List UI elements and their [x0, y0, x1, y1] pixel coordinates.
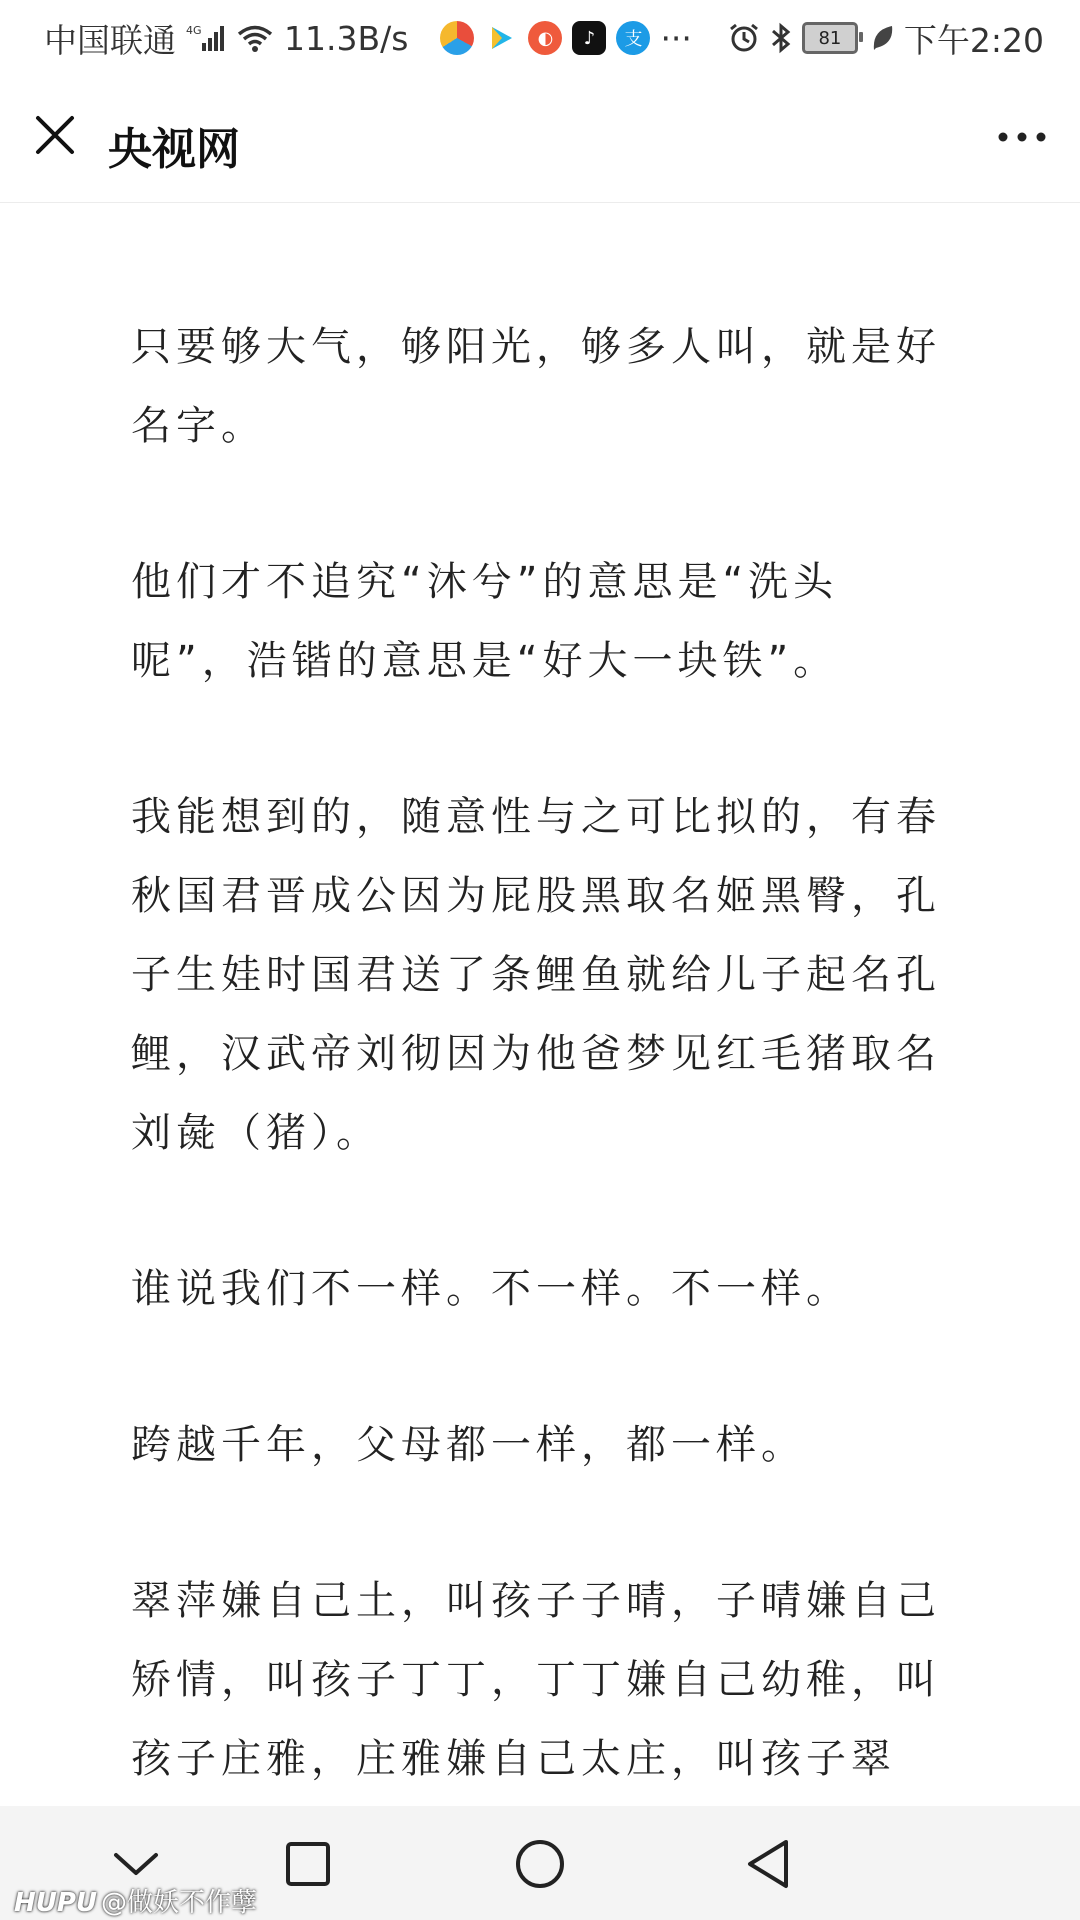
more-notifications-icon: ···: [660, 18, 692, 58]
article-paragraph: 跨越千年，父母都一样，都一样。: [131, 1422, 806, 1468]
news-icon: ◐: [528, 21, 562, 55]
triangle-back-icon: [744, 1838, 792, 1890]
back-button[interactable]: [738, 1834, 798, 1894]
watermark-user: @做妖不作孽: [101, 1888, 258, 1918]
network-type-label: 4G: [186, 24, 202, 37]
square-icon: [284, 1840, 332, 1888]
recent-apps-button[interactable]: [278, 1834, 338, 1894]
browser-icon: [440, 21, 474, 55]
leaf-icon: [870, 24, 894, 52]
article-paragraph: 翠萍嫌自己土，叫孩子子晴，子晴嫌自己矫情，叫孩子丁丁，丁丁嫌自己幼稚，叫孩子庄雅，庄雅嫌自己太庄，叫孩子翠: [131, 1578, 941, 1782]
watermark: [14, 1882, 257, 1919]
article-paragraph: 我能想到的，随意性与之可比拟的，有春秋国君晋成公因为屁股黑取名姬黑臀，孔子生娃时国君送了条鲤鱼就给儿子起名孔鲤，汉武帝刘彻因为他爸梦见红毛猪取名刘彘（猪）。: [131, 794, 941, 1156]
chevron-down-icon: [112, 1849, 160, 1879]
battery-icon: [802, 22, 858, 54]
tiktok-icon: ♪: [572, 21, 606, 55]
article-paragraph: 只要够大气，够阳光，够多人叫，就是好名字。: [131, 324, 941, 449]
alarm-icon: [728, 22, 760, 54]
article-paragraph: 谁说我们不一样。不一样。不一样。: [131, 1266, 851, 1312]
article-body: [131, 308, 951, 1808]
alipay-icon: 支: [616, 21, 650, 55]
close-icon: [35, 115, 75, 155]
clock: 下午2:20: [903, 20, 1044, 60]
close-button[interactable]: [28, 108, 82, 162]
watermark-brand: HUPU: [14, 1888, 98, 1918]
bluetooth-icon: [770, 22, 792, 54]
status-bar: [0, 0, 1080, 76]
article-paragraph: 他们才不追究“沐兮”的意思是“洗头呢”，浩锴的意思是“好大一块铁”。: [131, 559, 839, 684]
wifi-icon: [236, 23, 274, 53]
home-button[interactable]: [510, 1834, 570, 1894]
top-nav-bar: [0, 76, 1080, 203]
circle-icon: [514, 1838, 566, 1890]
network-speed: 11.3B/s: [284, 18, 409, 58]
more-options-button[interactable]: [992, 110, 1052, 164]
page-title: 央视网: [108, 124, 240, 175]
carrier-label: 中国联通: [44, 20, 176, 60]
battery-level: 81: [818, 27, 842, 49]
signal-icon: [186, 23, 226, 53]
video-icon: [484, 21, 518, 55]
more-icon: [997, 131, 1047, 143]
